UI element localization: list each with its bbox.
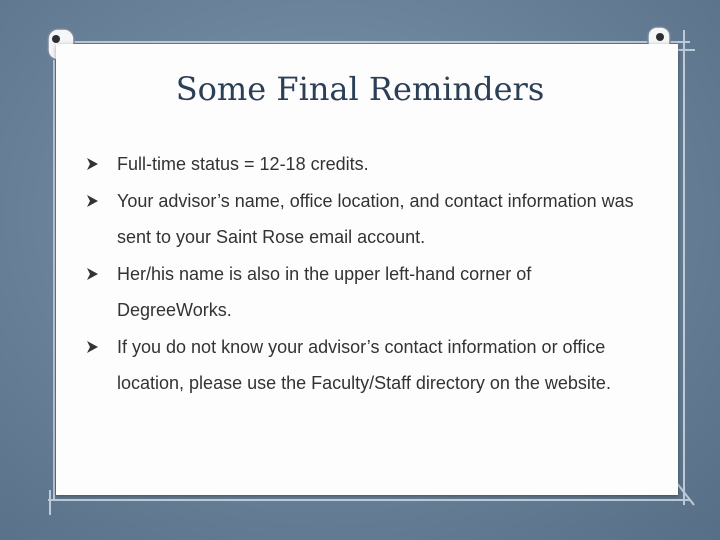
arrowhead-bullet-icon	[86, 183, 100, 219]
bullet-text: If you do not know your advisor’s contact information or office location, please use the Faculty/Staff directory on the website.	[117, 336, 611, 393]
bullet-item	[86, 146, 646, 183]
bullet-item	[86, 256, 646, 329]
slide-title: Some Final Reminders	[175, 70, 545, 108]
bullet-item	[86, 329, 646, 402]
arrowhead-bullet-icon	[86, 329, 100, 365]
arrowhead-bullet-icon	[86, 146, 100, 182]
bullet-item	[86, 183, 646, 256]
bullet-text: Your advisor’s name, office location, and contact information was sent to your Saint Rose email account.	[117, 190, 634, 247]
bullet-list	[86, 146, 646, 402]
arrowhead-bullet-icon	[86, 256, 100, 292]
bullet-text: Full-time status = 12-18 credits.	[117, 154, 369, 174]
bullet-text: Her/his name is also in the upper left-hand corner of DegreeWorks.	[117, 263, 532, 320]
